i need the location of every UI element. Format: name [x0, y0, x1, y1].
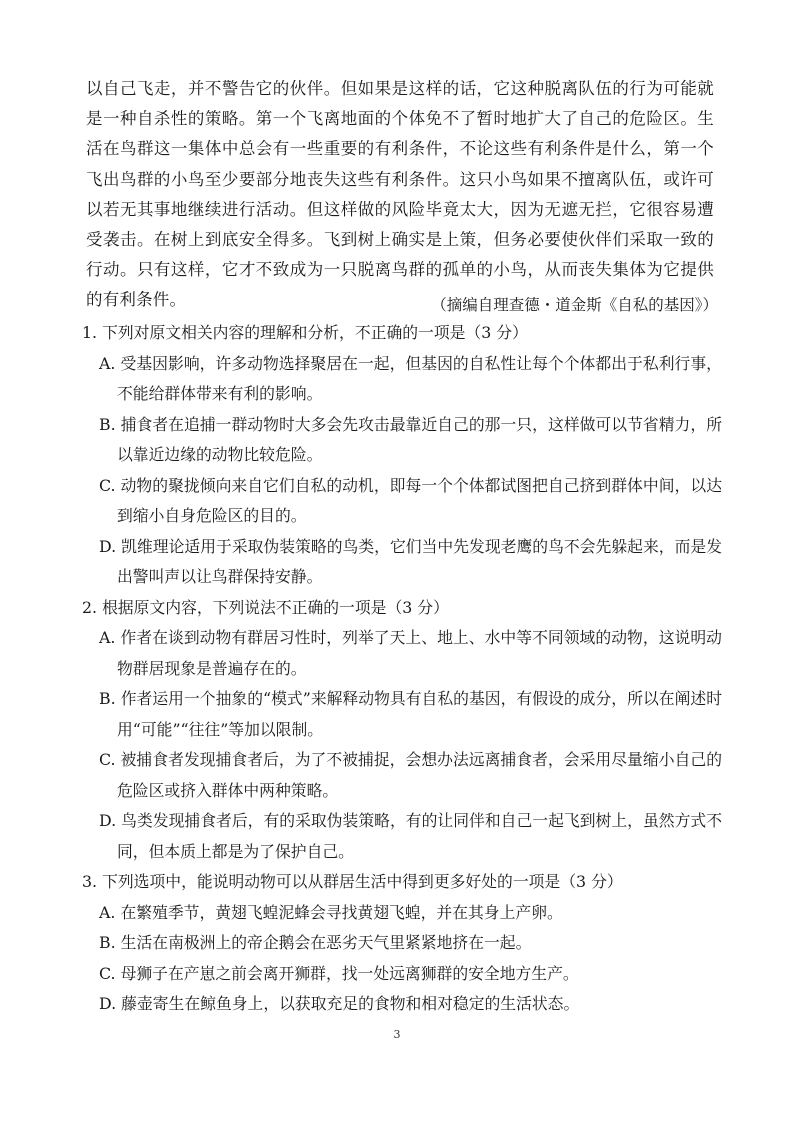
question-list: [82, 318, 722, 1020]
question-2: [82, 593, 722, 868]
option-text: D. 藤壶寄生在鲸鱼身上，以获取充足的食物和相对稳定的生活状态。: [99, 994, 580, 1013]
option-text: B. 作者运用一个抽象的“模式”来解释动物具有自私的基因，有假设的成分，所以在阐述时用“可能”“往往”等加以限制。: [99, 689, 722, 739]
option-letter: [82, 349, 99, 410]
option-b: [82, 684, 722, 745]
question-3: [82, 867, 722, 1020]
option-d: [82, 989, 722, 1020]
option-text: C. 母狮子在产崽之前会离开狮群，找一处远离狮群的安全地方生产。: [99, 963, 579, 983]
page-number: 3: [393, 1028, 401, 1041]
option-text: A. 在繁殖季节，黄翅飞蝗泥蜂会寻找黄翅飞蝗，并在其身上产卵。: [99, 902, 563, 922]
option-a: [82, 623, 722, 684]
option-c: [82, 745, 722, 806]
option-letter: [82, 684, 99, 745]
option-letter: [82, 745, 99, 806]
option-text: B. 生活在南极洲上的帝企鹅会在恶劣天气里紧紧地挤在一起。: [99, 933, 532, 952]
option-text: D. 鸟类发现捕食者后，有的采取伪装策略，有的让同伴和自己一起飞到树上，虽然方式不同，但本质上都是为了保护自己。: [99, 811, 722, 861]
option-letter: [82, 928, 99, 959]
passage-paragraph: 以自己飞走，并不警告它的伙伴。但如果是这样的话，它这种脱离队伍的行为可能就是一种自杀性的策略。第一个飞离地面的个体免不了暂时地扩大了自己的危险区。生活在鸟群这一集体中总会有一些重要的有利条件，不论这些有利条件是什么，第一个飞出鸟群的小鸟至少要部分地丧失这些有利条件。这只小鸟如果不擅离队伍，或许可以若无其事地继续进行活动。但这样做的风险毕竟太大，因为无遮无拦，它很容易遭受袭击。在树上到底安全得多。飞到树上确实是上策，但务必要使伙伴们采取一致的行动。只有这样，它才不致成为一只脱离鸟群的孤单的小鸟，从而丧失集体为它提供的有利条件。: [86, 79, 714, 310]
option-b: [82, 410, 722, 471]
option-text: D. 凯维理论适用于采取伪装策略的鸟类，它们当中先发现老鹰的鸟不会先躲起来，而是发出警叫声以让鸟群保持安静。: [99, 536, 722, 586]
option-letter: [82, 623, 99, 684]
question-stem: 3. 下列选项中，能说明动物可以从群居生活中得到更多好处的一项是（3 分）: [82, 872, 623, 891]
option-letter: [82, 898, 99, 929]
option-letter: [82, 806, 99, 867]
option-text: B. 捕食者在追捕一群动物时大多会先攻击最靠近自己的那一只，这样做可以节省精力，所以靠近边缘的动物比较危险。: [99, 414, 722, 464]
option-a: [82, 349, 722, 410]
option-text: A. 受基因影响，许多动物选择聚居在一起，但基因的自私性让每个个体都出于私利行事，不能给群体带来有利的影响。: [99, 353, 722, 403]
question-1: [82, 318, 722, 593]
option-letter: [82, 471, 99, 532]
option-letter: [82, 959, 99, 990]
option-c: [82, 959, 722, 990]
option-text: C. 被捕食者发现捕食者后，为了不被捕捉，会想办法远离捕食者，会采用尽量缩小自己的危险区或挤入群体中两种策略。: [99, 750, 722, 800]
option-d: [82, 532, 722, 593]
option-text: A. 作者在谈到动物有群居习性时，列举了天上、地上、水中等不同领域的动物，这说明动物群居现象是普遍存在的。: [99, 628, 722, 678]
option-a: [82, 898, 722, 929]
question-stem: 1. 下列对原文相关内容的理解和分析，不正确的一项是（3 分）: [82, 323, 528, 342]
passage-source: （摘编自理查德・道金斯《自私的基因》）: [431, 296, 718, 314]
option-letter: [82, 532, 99, 593]
option-d: [82, 806, 722, 867]
option-letter: [82, 410, 99, 471]
option-b: [82, 928, 722, 959]
option-c: [82, 471, 722, 532]
option-text: C. 动物的聚拢倾向来自它们自私的动机，即每一个个体都试图把自己挤到群体中间，以达到缩小自身危险区的目的。: [99, 475, 722, 525]
option-letter: [82, 989, 99, 1020]
question-stem: 2. 根据原文内容，下列说法不正确的一项是（3 分）: [82, 597, 449, 617]
